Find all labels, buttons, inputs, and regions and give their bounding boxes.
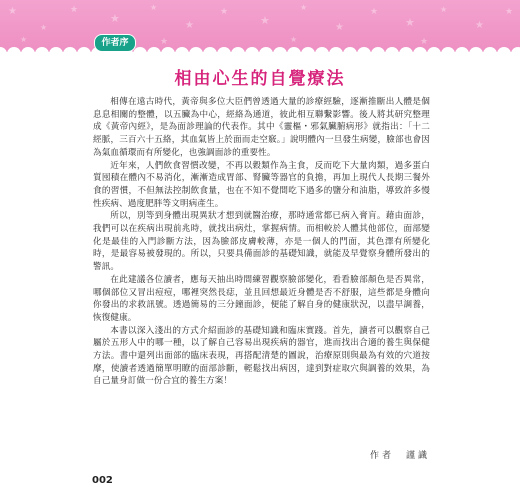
header-banner: [0, 0, 520, 52]
paragraph: 相傳在遠古時代，黃帝與多位大臣們曾透過大量的診療經驗，逐漸推斷出人體是個息息相關的整體，以五臟為中心，經絡為通道，彼此相互聯繫影響。後人將其研究整理成《黃帝內經》，是為面診理論的代表作。其中《靈樞・邪氣臟腑病形》就指出：「十二經脈，三百六十五絡，其血氣皆上於面而走空竅。」說明體內一旦發生病變，臉部也會因為氣血循環而有所變化，也強調面診的重要性。: [93, 97, 430, 158]
svg-text:★: ★: [335, 22, 344, 33]
svg-text:★: ★: [370, 7, 379, 17]
svg-text:★: ★: [440, 5, 448, 14]
paragraph: 所以，別等到身體出現異狀才想到就醫治療，那時通常都已病入膏肓。藉由面診，我們可以在疾病出現前兆時，就找出病灶，掌握病情。而相較於人體其他部位，面部變化是最佳的入門診斷方法，因為臉部皮膚較薄，亦是一個人的門面，其色澤有所變化時，是最容易被發現的。所以，只要具備面診的基礎知識，就能及早覺察身體所發出的警訊。: [93, 211, 430, 273]
svg-text:★: ★: [8, 6, 17, 17]
star-pattern: [0, 0, 520, 52]
paragraph: 本書以深入淺出的方式介紹面診的基礎知識和臨床實踐。首先，讀者可以觀察自己屬於五形人中的哪一種，以了解自己容易出現疾病的器官，進而找出合適的養生與保健方法。書中還列出面部的臨床表現，再搭配清楚的圖說，治療原則與最為有效的穴道按摩，使讀者透過簡單明瞭的面部診斷，輕鬆找出病因，達到對症取穴與調養的效果，為自己量身訂做一份合宜的養生方案！: [93, 325, 430, 387]
svg-text:★: ★: [40, 23, 48, 32]
article-body: [93, 96, 430, 388]
paragraph: 近年來，人們飲食習慣改變，不再以穀類作為主食，反而吃下大量肉類，過多蛋白質囤積在體內不易消化，漸漸造成胃部、腎臟等器官的負擔，再加上現代人長期三餐外食的習慣，不但無法控制飲食量，也在不知不覺間吃下過多的鹽分和油脂，導致許多慢性疾病、過度肥胖等文明病產生。: [93, 160, 430, 209]
svg-text:★: ★: [70, 5, 79, 15]
page-number: 002: [92, 475, 113, 486]
section-tag: 作者序: [94, 34, 136, 52]
svg-text:★: ★: [290, 35, 298, 44]
svg-text:★: ★: [110, 12, 120, 25]
svg-text:★: ★: [300, 3, 308, 12]
svg-text:★: ★: [20, 35, 28, 44]
svg-text:★: ★: [160, 37, 169, 47]
svg-text:★: ★: [475, 20, 484, 31]
svg-text:★: ★: [260, 14, 270, 27]
svg-text:★: ★: [150, 3, 158, 12]
svg-text:★: ★: [220, 7, 229, 17]
page-title: 相由心生的自覺療法: [174, 69, 346, 89]
svg-text:★: ★: [185, 20, 194, 31]
paragraph: 在此建議各位讀者，應每天抽出時間練習觀察臉部變化，看看臉部顏色是否異常，哪個部位又冒出痘痘，哪裡突然長痣，並且回想最近身體是否不舒服，這些都是身體向你發出的求救訊號。透過簡易的三分鐘面診，便能了解自身的健康狀況，以盡早調養，恢復健康。: [93, 274, 430, 323]
author-signature: 作者 謹識: [369, 451, 430, 461]
svg-text:★: ★: [420, 37, 429, 47]
svg-text:★: ★: [405, 16, 415, 29]
svg-text:★: ★: [505, 7, 514, 17]
